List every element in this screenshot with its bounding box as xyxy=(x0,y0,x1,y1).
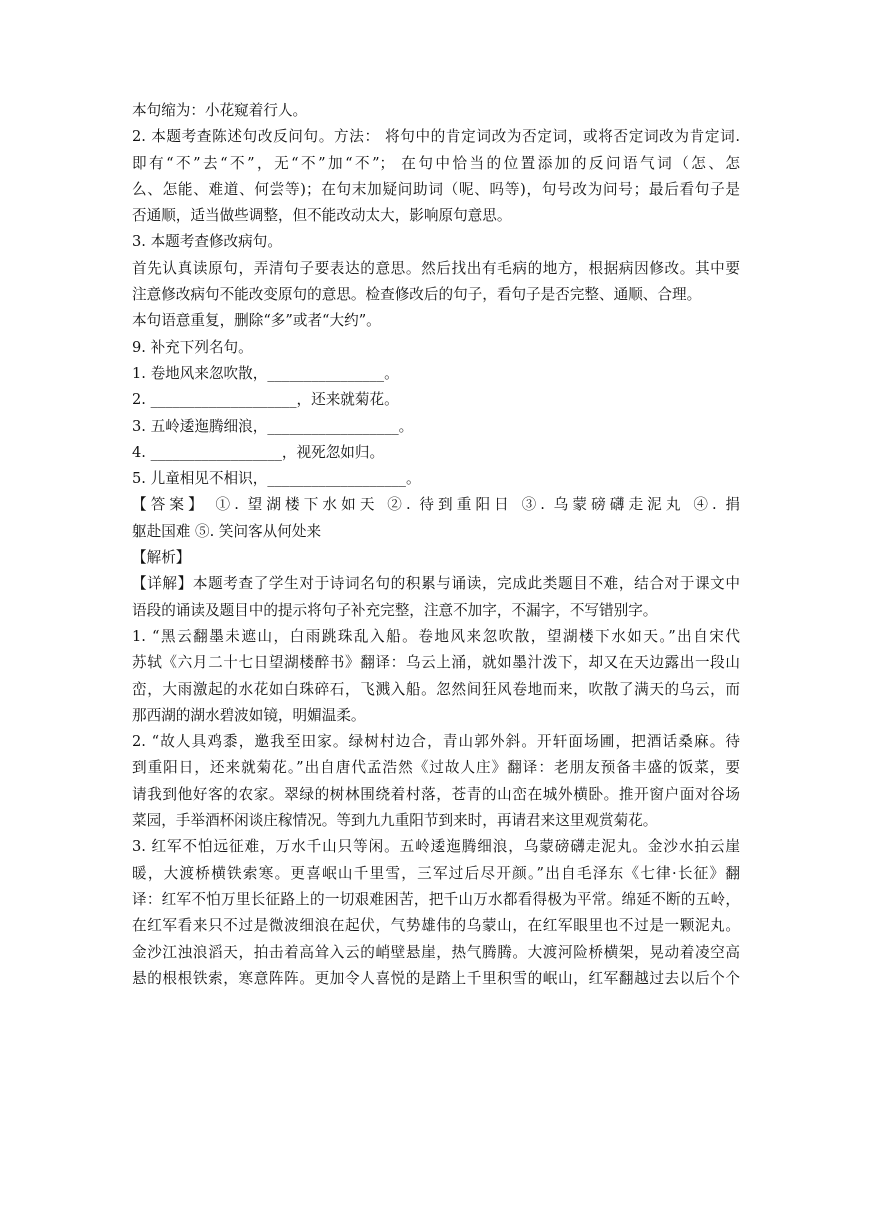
document-page xyxy=(132,98,740,992)
text-line-6: 3. 本题考查修改病句。 xyxy=(132,233,282,251)
text-line-3: 即有“不”去“不”，无“不”加“不”； 在句中恰当的位置添加的反问语气词（怎、怎 xyxy=(132,154,740,172)
text-line-34: 悬的根根铁索，寒意阵阵。更加令人喜悦的是踏上千里积雪的岷山，红军翻越过去以后个个 xyxy=(132,969,740,987)
analysis-heading: 【解析】 xyxy=(132,549,191,567)
text-line-9: 本句语意重复，删除“多”或者“大约”。 xyxy=(132,312,381,330)
text-line-26: 到重阳日，还来就菊花。”出自唐代孟浩然《过故人庄》翻译：老朋友预备丰盛的饭菜，要 xyxy=(132,759,740,777)
text-line-30: 暖，大渡桥横铁索寒。更喜岷山千里雪，三军过后尽开颜。”出自毛泽东《七律·长征》翻 xyxy=(132,864,740,882)
text-line-28: 菜园，手举酒杯闲谈庄稼情况。等到九九重阳节到来时，再请君来这里观赏菊花。 xyxy=(132,812,658,830)
text-line-27: 请我到他好客的农家。翠绿的树林围绕着村落，苍青的山峦在城外横卧。推开窗户面对谷场 xyxy=(132,785,740,803)
answer-line-2: 躯赴国难 ⑤. 笑问客从何处来 xyxy=(132,522,322,540)
text-line-25: 2. “故人具鸡黍，邀我至田家。绿树村边合，青山郭外斜。开轩面场圃，把酒话桑麻。待 xyxy=(132,733,740,751)
text-line-7: 首先认真读原句，弄清句子要表达的意思。然后找出有毛病的地方，根据病因修改。其中要 xyxy=(132,259,740,277)
text-line-33: 金沙江浊浪滔天，拍击着高耸入云的峭壁悬崖，热气腾腾。大渡河险桥横架，晃动着凌空高 xyxy=(132,943,740,961)
fill-blank-5: 5. 儿童相见不相识，___________________。 xyxy=(132,470,421,488)
text-line-23: 峦，大雨激起的水花如白珠碎石，飞溅入船。忽然间狂风卷地而来，吹散了满天的乌云，而 xyxy=(132,680,740,698)
fill-blank-1: 1. 卷地风来忽吹散，________________。 xyxy=(132,364,399,382)
text-line-8: 注意修改病句不能改变原句的意思。检查修改后的句子，看句子是否完整、通顺、合理。 xyxy=(132,286,702,304)
text-line-19: 【详解】本题考查了学生对于诗词名句的积累与诵读，完成此类题目不难，结合对于课文中 xyxy=(132,575,740,593)
text-line-5: 否通顺，适当做些调整，但不能改动太大，影响原句意思。 xyxy=(132,207,512,225)
text-line-29: 3. 红军不怕远征难，万水千山只等闲。五岭逶迤腾细浪，乌蒙磅礴走泥丸。金沙水拍云崖 xyxy=(132,838,740,856)
text-line-32: 在红军看来只不过是微波细浪在起伏，气势雄伟的乌蒙山，在红军眼里也不过是一颗泥丸。 xyxy=(132,917,740,935)
text-line-24: 那西湖的湖水碧波如镜，明媚温柔。 xyxy=(132,706,366,724)
text-line-21: 1. “黑云翻墨未遮山，白雨跳珠乱入船。卷地风来忽吹散，望湖楼下水如天。”出自宋代 xyxy=(132,627,740,645)
fill-blank-2: 2. ____________________，还来就菊花。 xyxy=(132,391,399,409)
text-line-1: 本句缩为：小花窥着行人。 xyxy=(132,102,308,119)
fill-blank-4: 4. __________________，视死忽如归。 xyxy=(132,443,385,461)
text-line-20: 语段的诵读及题目中的提示将句子补充完整，注意不加字，不漏字，不写错别字。 xyxy=(132,601,658,619)
answer-line-1: 【答案】 ①. 望湖楼下水如天 ②. 待到重阳日 ③. 乌蒙磅礴走泥丸 ④. 捐 xyxy=(132,496,740,514)
text-line-4: 么、怎能、难道、何尝等)；在句末加疑问助词（呢、吗等)，句号改为问号；最后看句子是 xyxy=(132,180,740,198)
text-line-2: 2. 本题考查陈述句改反问句。方法： 将句中的肯定词改为否定词，或将否定词改为肯定词. xyxy=(132,128,740,146)
text-line-22: 苏轼《六月二十七日望湖楼醉书》翻译：乌云上涌，就如墨汁泼下，却又在天边露出一段山 xyxy=(132,654,740,672)
fill-blank-3: 3. 五岭逶迤腾细浪，__________________。 xyxy=(132,417,414,435)
text-line-31: 译：红军不怕万里长征路上的一切艰难困苦，把千山万水都看得极为平常。绵延不断的五岭， xyxy=(132,890,740,908)
question-heading: 9. 补充下列名句。 xyxy=(132,338,253,356)
